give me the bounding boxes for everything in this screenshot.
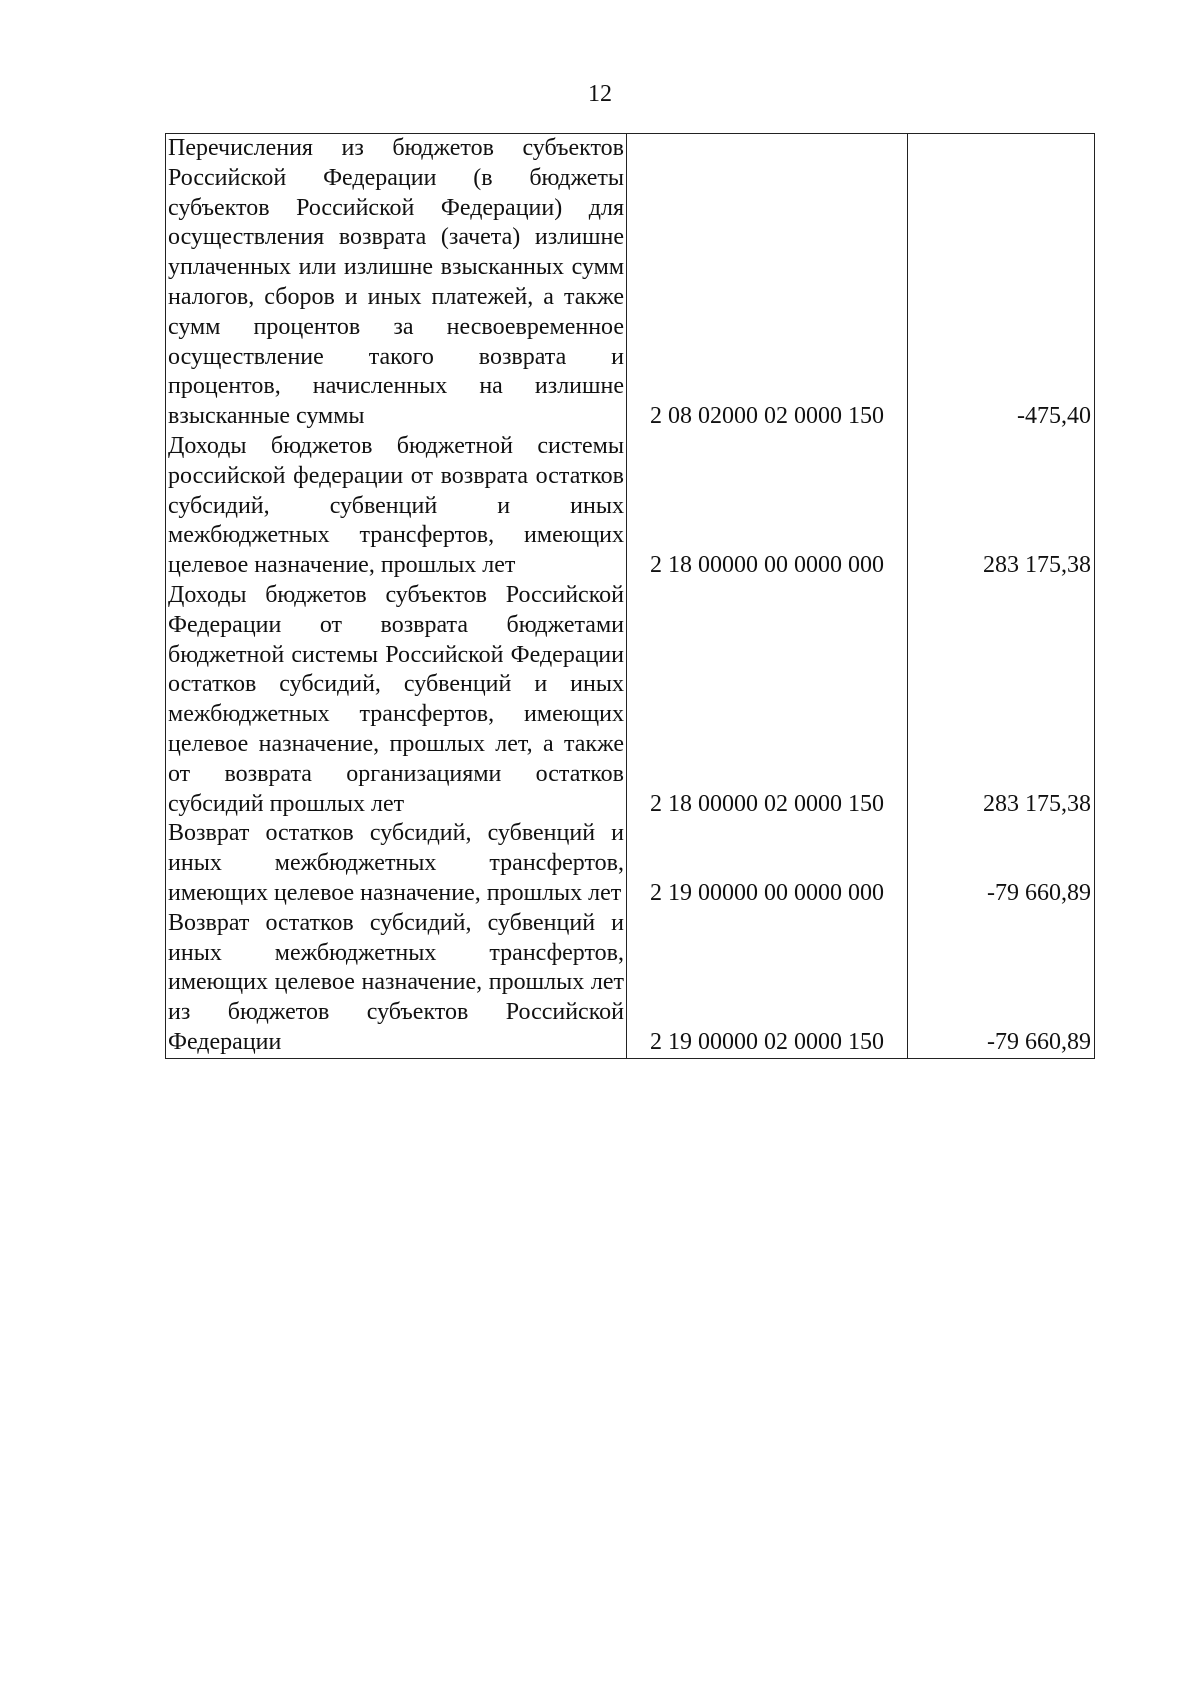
income-name: Доходы бюджетов субъектов Российской Федерации от возврата бюджетами бюджетной системы Российской Федерации остатков субсидий, субвенций и иных межбюджетных трансфертов, имеющих целевое назначение, прошлых лет, а также от возврата организациями остатков субсидий прошлых лет: [168, 581, 624, 817]
budget-code: 2 19 00000 02 0000 150: [650, 1028, 884, 1055]
budget-code-cell: [627, 581, 908, 819]
income-name: Возврат остатков субсидий, субвенций и иных межбюджетных трансфертов, имеющих целевое назначение, прошлых лет из бюджетов субъектов Российской Федерации: [168, 909, 624, 1055]
amount-cell: [908, 819, 1095, 908]
amount-cell: [908, 432, 1095, 581]
budget-table-body: [166, 134, 1095, 1059]
table-row: [166, 134, 1095, 432]
income-name-cell: [166, 581, 627, 819]
amount: 283 175,38: [983, 790, 1091, 817]
amount: -79 660,89: [987, 879, 1091, 906]
amount: -79 660,89: [987, 1028, 1091, 1055]
budget-table: [165, 133, 1095, 1059]
budget-code-cell: [627, 134, 908, 432]
budget-code-cell: [627, 432, 908, 581]
budget-code: 2 18 00000 02 0000 150: [650, 790, 884, 817]
amount-cell: [908, 581, 1095, 819]
income-name-cell: [166, 134, 627, 432]
table-row: [166, 581, 1095, 819]
income-name: Доходы бюджетов бюджетной системы российской федерации от возврата остатков субсидий, субвенций и иных межбюджетных трансфертов, имеющих целевое назначение, прошлых лет: [168, 432, 624, 579]
income-name-cell: [166, 819, 627, 908]
budget-code: 2 18 00000 00 0000 000: [650, 552, 884, 579]
budget-code: 2 19 00000 00 0000 000: [650, 879, 884, 906]
amount-cell: [908, 909, 1095, 1058]
income-name: Перечисления из бюджетов субъектов Российской Федерации (в бюджеты субъектов Российской Федерации) для осуществления возврата (зачета) излишне уплаченных или излишне взысканных сумм налогов, сборов и иных платежей, а также сумм процентов за несвоевременное осуществление такого возврата и процентов, начисленных на излишне взысканные суммы: [168, 135, 624, 430]
amount-cell: [908, 134, 1095, 432]
budget-code: 2 08 02000 02 0000 150: [650, 403, 884, 430]
budget-code-cell: [627, 819, 908, 908]
income-name-cell: [166, 909, 627, 1058]
table-row: [166, 819, 1095, 908]
budget-code-cell: [627, 909, 908, 1058]
table-row: [166, 909, 1095, 1058]
page-number: 12: [588, 81, 612, 107]
amount: -475,40: [1017, 403, 1091, 430]
income-name-cell: [166, 432, 627, 581]
amount: 283 175,38: [983, 552, 1091, 579]
table-row: [166, 432, 1095, 581]
income-name: Возврат остатков субсидий, субвенций и иных межбюджетных трансфертов, имеющих целевое назначение, прошлых лет: [168, 820, 624, 906]
